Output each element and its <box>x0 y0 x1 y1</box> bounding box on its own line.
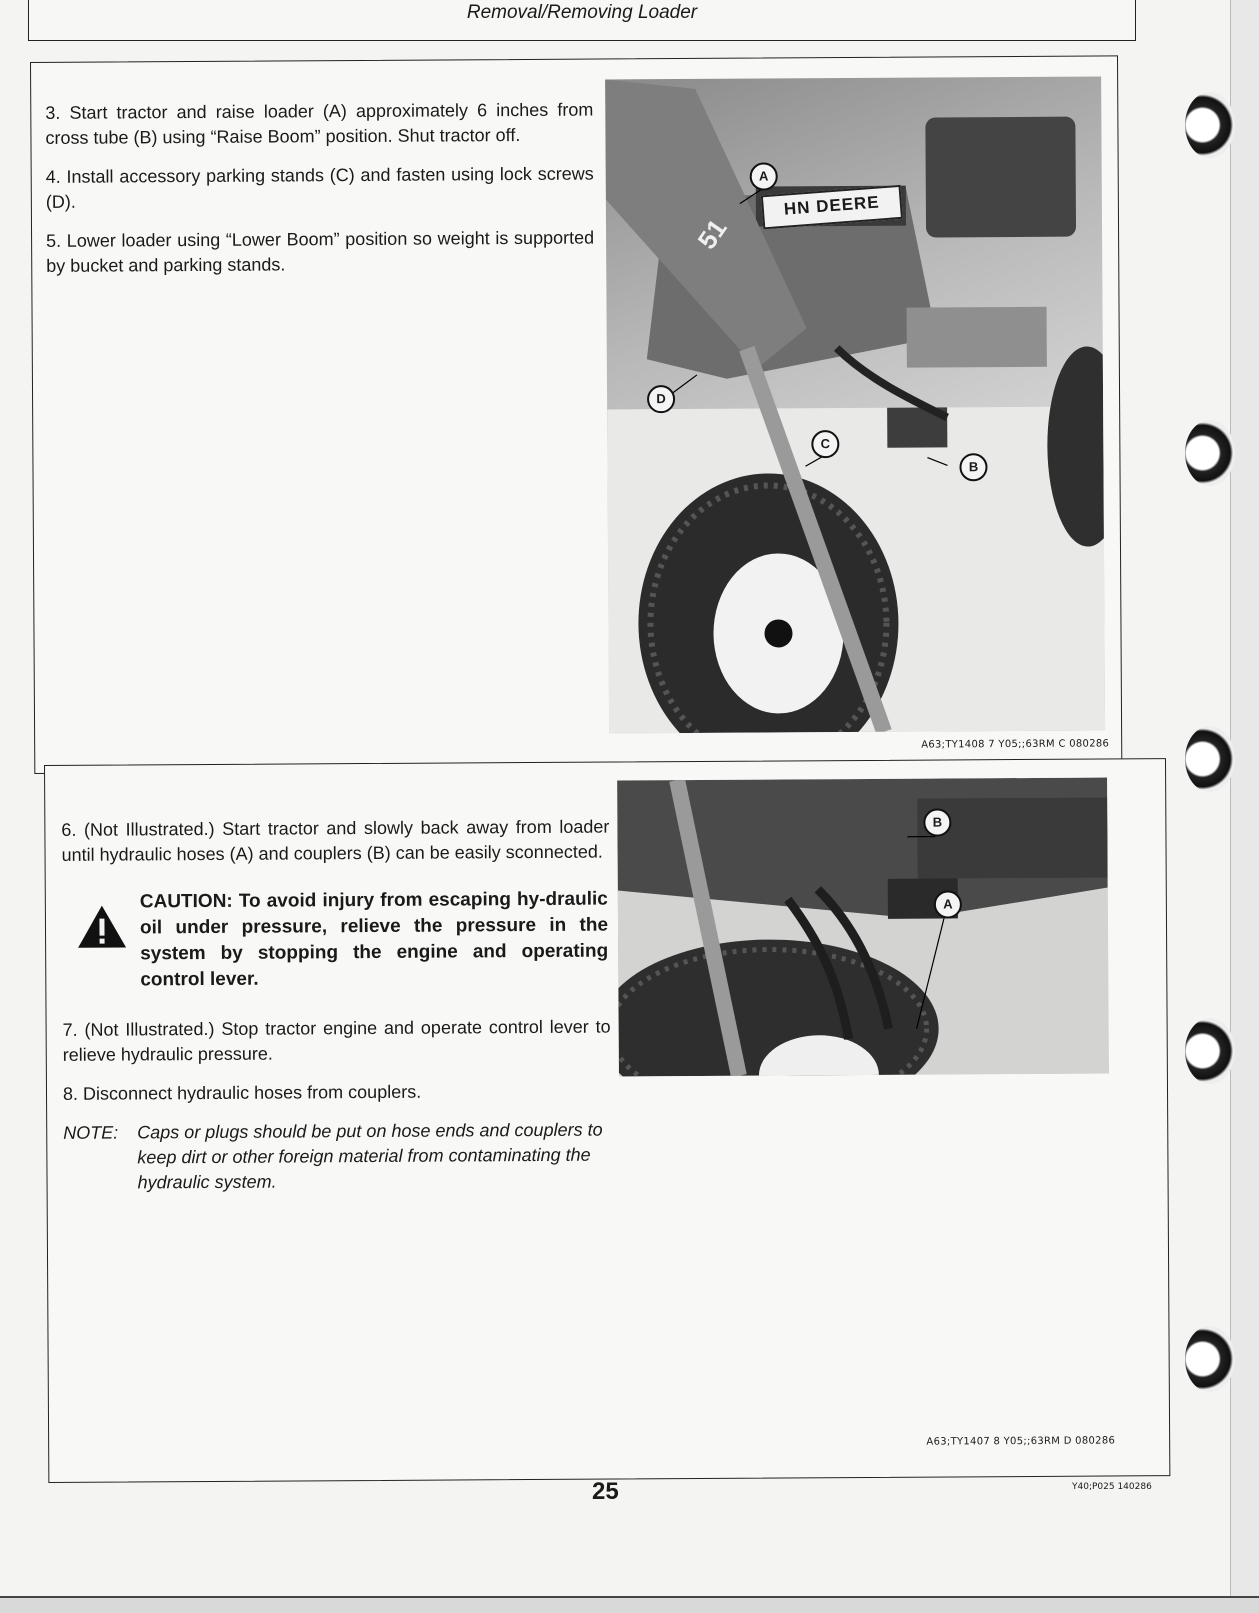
callout-a-2: A <box>934 890 962 918</box>
warning-triangle-icon <box>76 903 128 949</box>
photo-illustration <box>605 76 1105 733</box>
caution-text: CAUTION: To avoid injury from escaping hy-draulic oil under pressure, relieve the pressure in the system by stopping the engine and operating control lever. <box>140 887 609 994</box>
step-5: 5. Lower loader using “Lower Boom” position so weight is supported by bucket and parking stands. <box>46 226 594 279</box>
instruction-steps-1 <box>45 98 594 293</box>
header-box <box>28 0 1136 41</box>
section-panel-2 <box>44 758 1170 1483</box>
callout-b-2: B <box>923 808 951 836</box>
note-block <box>63 1118 611 1196</box>
instruction-steps-2 <box>61 815 611 1196</box>
page-right-edge <box>1230 0 1259 1611</box>
note-label: NOTE: <box>63 1120 137 1195</box>
binder-hole-1 <box>1185 92 1235 158</box>
section-panel-1 <box>30 55 1122 774</box>
page-number: 25 <box>592 1478 619 1506</box>
step-7: 7. (Not Illustrated.) Stop tractor engine and operate control lever to relieve hydraulic pressure. <box>63 1015 611 1068</box>
page-title: Removal/Removing Loader <box>29 2 1135 24</box>
note-text: Caps or plugs should be put on hose ends and couplers to keep dirt or other foreign material from contaminating the hydraulic system. <box>137 1118 611 1196</box>
john-deere-decal: HN DEERE <box>761 185 903 230</box>
photo-illustration-2 <box>617 778 1109 1077</box>
callout-d: D <box>647 385 675 413</box>
figure-code-1: A63;TY1408 7 Y05;;63RM C 080286 <box>921 738 1109 750</box>
tractor-loader-photo <box>605 76 1105 733</box>
model-number-decal: 51 <box>692 214 734 255</box>
page-code: Y40;P025 140286 <box>1072 1482 1152 1492</box>
callout-a: A <box>750 162 778 190</box>
callout-c: C <box>811 430 839 458</box>
binder-hole-4 <box>1185 1018 1235 1084</box>
figure-code-2: A63;TY1407 8 Y05;;63RM D 080286 <box>926 1435 1115 1447</box>
callout-b: B <box>959 453 987 481</box>
step-8: 8. Disconnect hydraulic hoses from couplers. <box>63 1079 611 1107</box>
step-4: 4. Install accessory parking stands (C) and fasten using lock screws (D). <box>46 162 594 215</box>
caution-block <box>76 887 611 994</box>
step-6: 6. (Not Illustrated.) Start tractor and slowly back away from loader until hydraulic hoses (A) and couplers (B) can be easily sconnected. <box>61 815 609 868</box>
binder-hole-5 <box>1185 1326 1235 1392</box>
step-3: 3. Start tractor and raise loader (A) approximately 6 inches from cross tube (B) using “Raise Boom” position. Shut tractor off. <box>45 98 593 151</box>
binder-hole-3 <box>1185 726 1235 792</box>
page-bottom-edge <box>0 1596 1259 1613</box>
binder-hole-2 <box>1185 420 1235 486</box>
hydraulic-hoses-photo <box>617 778 1109 1077</box>
